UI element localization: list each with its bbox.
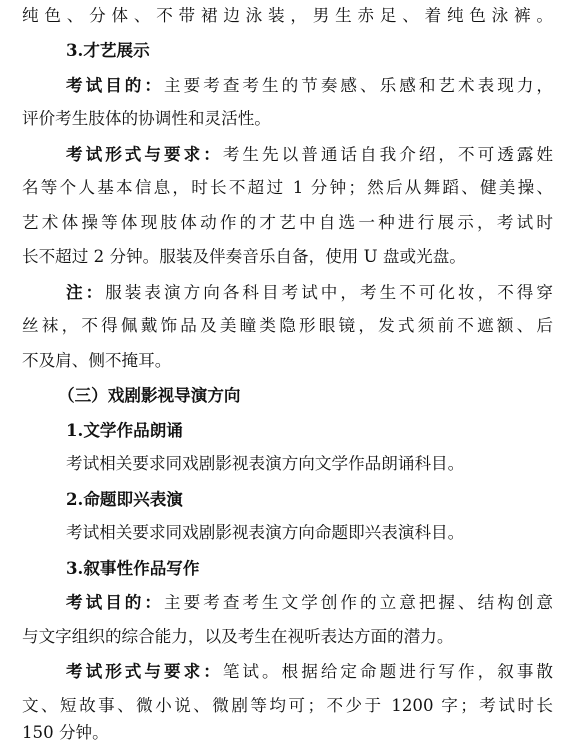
text-line: 150 分钟。 [22,723,109,742]
text-span: 笔试。根据给定命题进行写作，叙事散 [222,662,554,681]
text-span: 主要考查考生文学创作的立意把握、结构创意 [164,593,554,612]
term-label: 考试形式与要求： [66,144,223,164]
text-line: 评价考生肢体的协调性和灵活性。 [22,109,271,128]
text-line [66,591,553,614]
term-label: 注： [66,282,106,302]
text-line: 考试相关要求同戏剧影视表演方向命题即兴表演科目。 [66,523,465,542]
text-line [66,660,553,683]
text-line: 长不超过 2 分钟。服装及伴奏音乐自备，使用 U 盘或光盘。 [22,247,466,266]
text-span: 主要考查考生的节奏感、乐感和艺术表现力， [164,76,554,95]
section-heading: 3.才艺展示 [66,40,150,60]
term-label: 考试目的： [66,592,165,612]
text-line [66,74,553,97]
section-heading: （三）戏剧影视导演方向 [58,385,241,405]
term-label: 考试目的： [66,75,165,95]
text-line: 与文字组织的综合能力，以及考生在视听表达方面的潜力。 [22,627,454,646]
text-line: 纯色、分体、不带裙边泳装，男生赤足、着纯色泳裤。 [22,6,553,25]
section-heading: 3.叙事性作品写作 [66,558,200,578]
text-line: 丝袜，不得佩戴饰品及美瞳类隐形眼镜，发式须前不遮额、后 [22,316,553,335]
text-line: 名等个人基本信息，时长不超过 1 分钟；然后从舞蹈、健美操、 [22,178,553,197]
text-line: 不及肩、侧不掩耳。 [22,351,172,370]
text-line [66,281,553,304]
text-line: 考试相关要求同戏剧影视表演方向文学作品朗诵科目。 [66,454,465,473]
text-line [66,143,553,166]
text-line: 艺术体操等体现肢体动作的才艺中自选一种进行展示，考试时 [22,213,553,232]
section-heading: 1.文学作品朗诵 [66,420,183,440]
text-span: 服装表演方向各科目考试中，考生不可化妆，不得穿 [105,283,554,302]
section-heading: 2.命题即兴表演 [66,489,183,509]
term-label: 考试形式与要求： [66,661,223,681]
text-span: 考生先以普通话自我介绍，不可透露姓 [222,145,554,164]
text-line: 文、短故事、微小说、微剧等均可；不少于 1200 字；考试时长 [22,696,553,715]
